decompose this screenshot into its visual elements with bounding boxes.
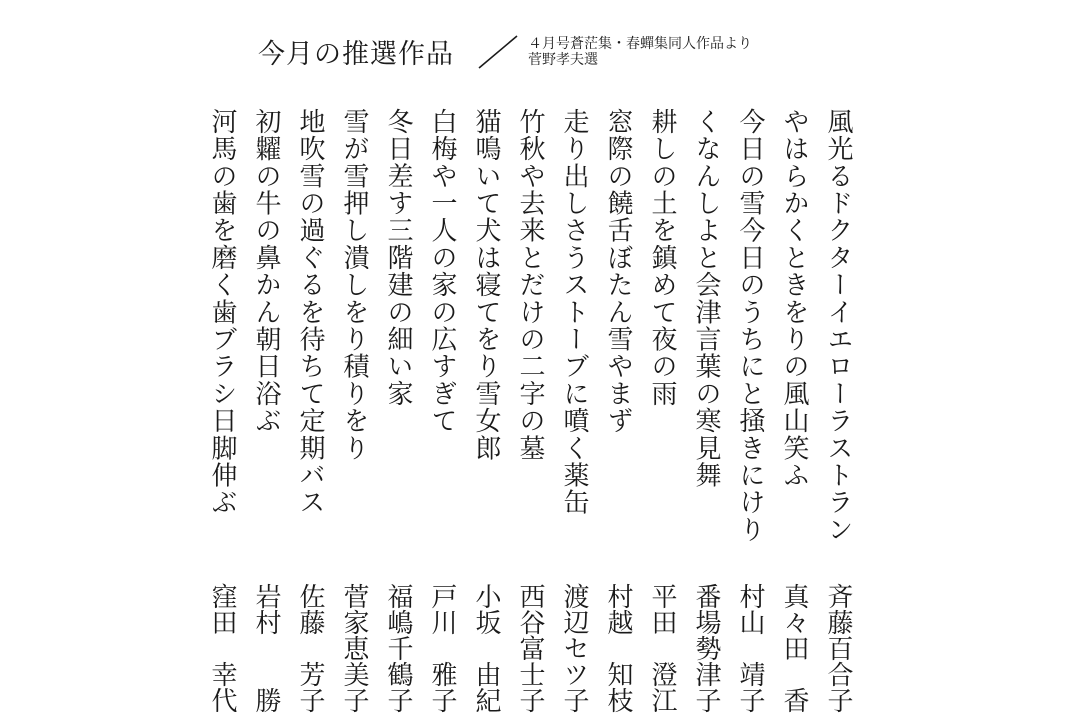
- haiku-text: 今日の雪今日のうちにと掻きにけり: [735, 108, 765, 544]
- haiku-column: [728, 108, 772, 718]
- haiku-text: 地吹雪の過ぐるを待ちて定期バス: [295, 108, 325, 516]
- poet-name: 村越 知枝: [603, 583, 633, 713]
- selector-line: 菅野孝夫選: [528, 52, 598, 68]
- haiku-text: 初糶の牛の鼻かん朝日浴ぶ: [251, 108, 281, 435]
- haiku-text: やはらかくときをりの風山笑ふ: [779, 108, 809, 489]
- poet-name: 岩村 勝: [251, 583, 281, 713]
- haiku-text: 冬日差す三階建の細い家: [383, 108, 413, 408]
- haiku-text: 白梅や一人の家の広すぎて: [427, 108, 457, 435]
- poet-name: 真々田 香: [779, 583, 809, 713]
- page-header: [258, 28, 858, 78]
- poet-name: 小坂 由紀: [471, 583, 501, 713]
- poet-name: 村山 靖子: [735, 583, 765, 713]
- haiku-column: [640, 108, 684, 718]
- poet-name: 斉藤百合子: [823, 583, 853, 713]
- poet-name: 西谷富士子: [515, 583, 545, 713]
- poet-name: 窪田 幸代: [207, 583, 237, 713]
- haiku-column: [420, 108, 464, 718]
- haiku-text: 窓際の饒舌ぼたん雪やまず: [603, 108, 633, 435]
- source-line: ４月号蒼茫集・春蟬集同人作品より: [528, 36, 752, 52]
- haiku-column: [332, 108, 376, 718]
- poet-name: 菅家恵美子: [339, 583, 369, 713]
- haiku-text: 風光るドクターイエローラストラン: [823, 108, 853, 544]
- page-title: 今月の推選作品: [258, 39, 454, 70]
- poet-name: 戸川 雅子: [427, 583, 457, 713]
- poet-name: 平田 澄江: [647, 583, 677, 713]
- haiku-columns: [200, 108, 860, 718]
- haiku-text: 耕しの土を鎮めて夜の雨: [647, 108, 677, 408]
- haiku-column: [464, 108, 508, 718]
- haiku-column: [376, 108, 420, 718]
- haiku-column: [684, 108, 728, 718]
- haiku-column: [596, 108, 640, 718]
- haiku-text: 雪が雪押し潰しをり積りをり: [339, 108, 369, 462]
- poet-name: 福嶋千鶴子: [383, 583, 413, 713]
- haiku-column: [772, 108, 816, 718]
- poet-name: 佐藤 芳子: [295, 583, 325, 713]
- slash-divider: [475, 34, 521, 70]
- haiku-column: [200, 108, 244, 718]
- haiku-column: [508, 108, 552, 718]
- haiku-text: 猫鳴いて犬は寝てをり雪女郎: [471, 108, 501, 462]
- haiku-column: [288, 108, 332, 718]
- haiku-text: 河馬の歯を磨く歯ブラシ日脚伸ぶ: [207, 108, 237, 516]
- poet-name: 番場勢津子: [691, 583, 721, 713]
- haiku-column: [552, 108, 596, 718]
- haiku-text: 走り出しさうストーブに噴く薬缶: [559, 108, 589, 516]
- haiku-text: 竹秋や去来とだけの二字の墓: [515, 108, 545, 462]
- header-subtitle: [528, 36, 752, 68]
- haiku-column: [244, 108, 288, 718]
- poet-name: 渡辺セツ子: [559, 583, 589, 713]
- haiku-text: くなんしよと会津言葉の寒見舞: [691, 108, 721, 489]
- haiku-column: [816, 108, 860, 718]
